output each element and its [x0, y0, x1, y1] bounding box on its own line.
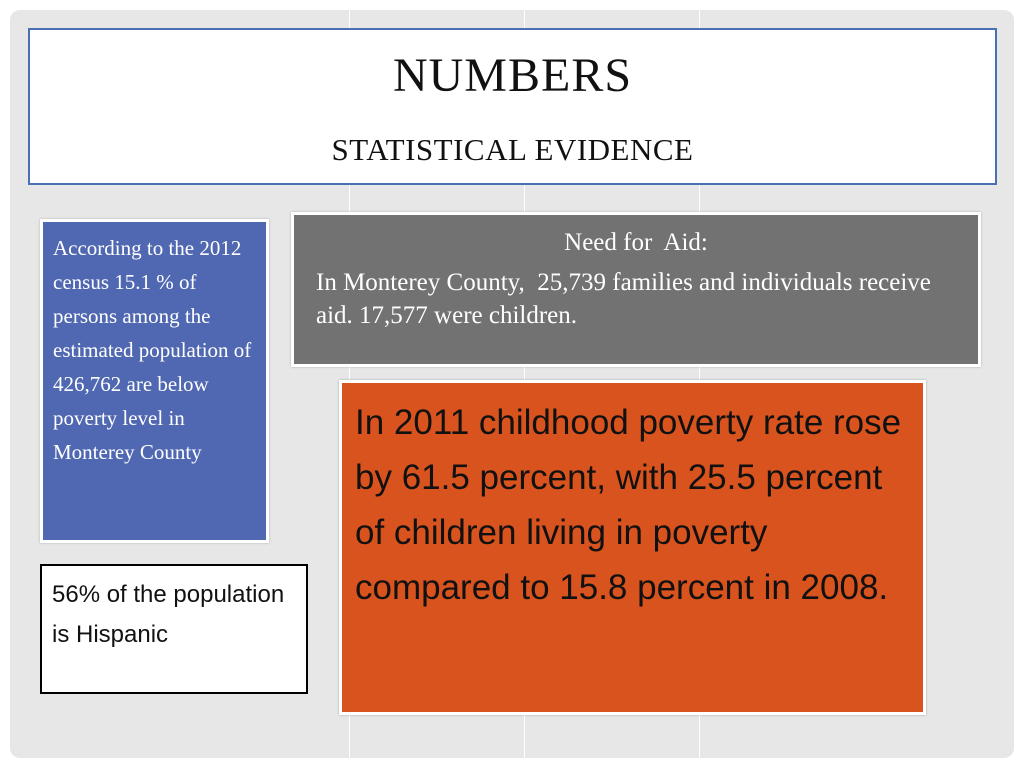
aid-text-box [291, 212, 981, 367]
poverty-text: In 2011 childhood poverty rate rose by 61.5 percent, with 25.5 percent of children living in poverty compared to 15.8 percent in 2008. [355, 403, 902, 607]
hispanic-text-box [40, 564, 308, 694]
aid-heading: Need for Aid: [564, 229, 708, 256]
census-text: According to the 2012 census 15.1 % of persons among the estimated population of 426,762 are below poverty level in Monterey County [53, 236, 252, 464]
slide-title: NUMBERS [392, 49, 633, 102]
hispanic-text: 56% of the population is Hispanic [52, 581, 285, 648]
poverty-text-box [339, 380, 926, 715]
title-box [28, 28, 997, 185]
aid-body: In Monterey County, 25,739 families and individuals receive aid. 17,577 were children. [316, 269, 938, 329]
slide-subtitle: STATISTICAL EVIDENCE [331, 132, 694, 167]
census-text-box [40, 219, 269, 543]
